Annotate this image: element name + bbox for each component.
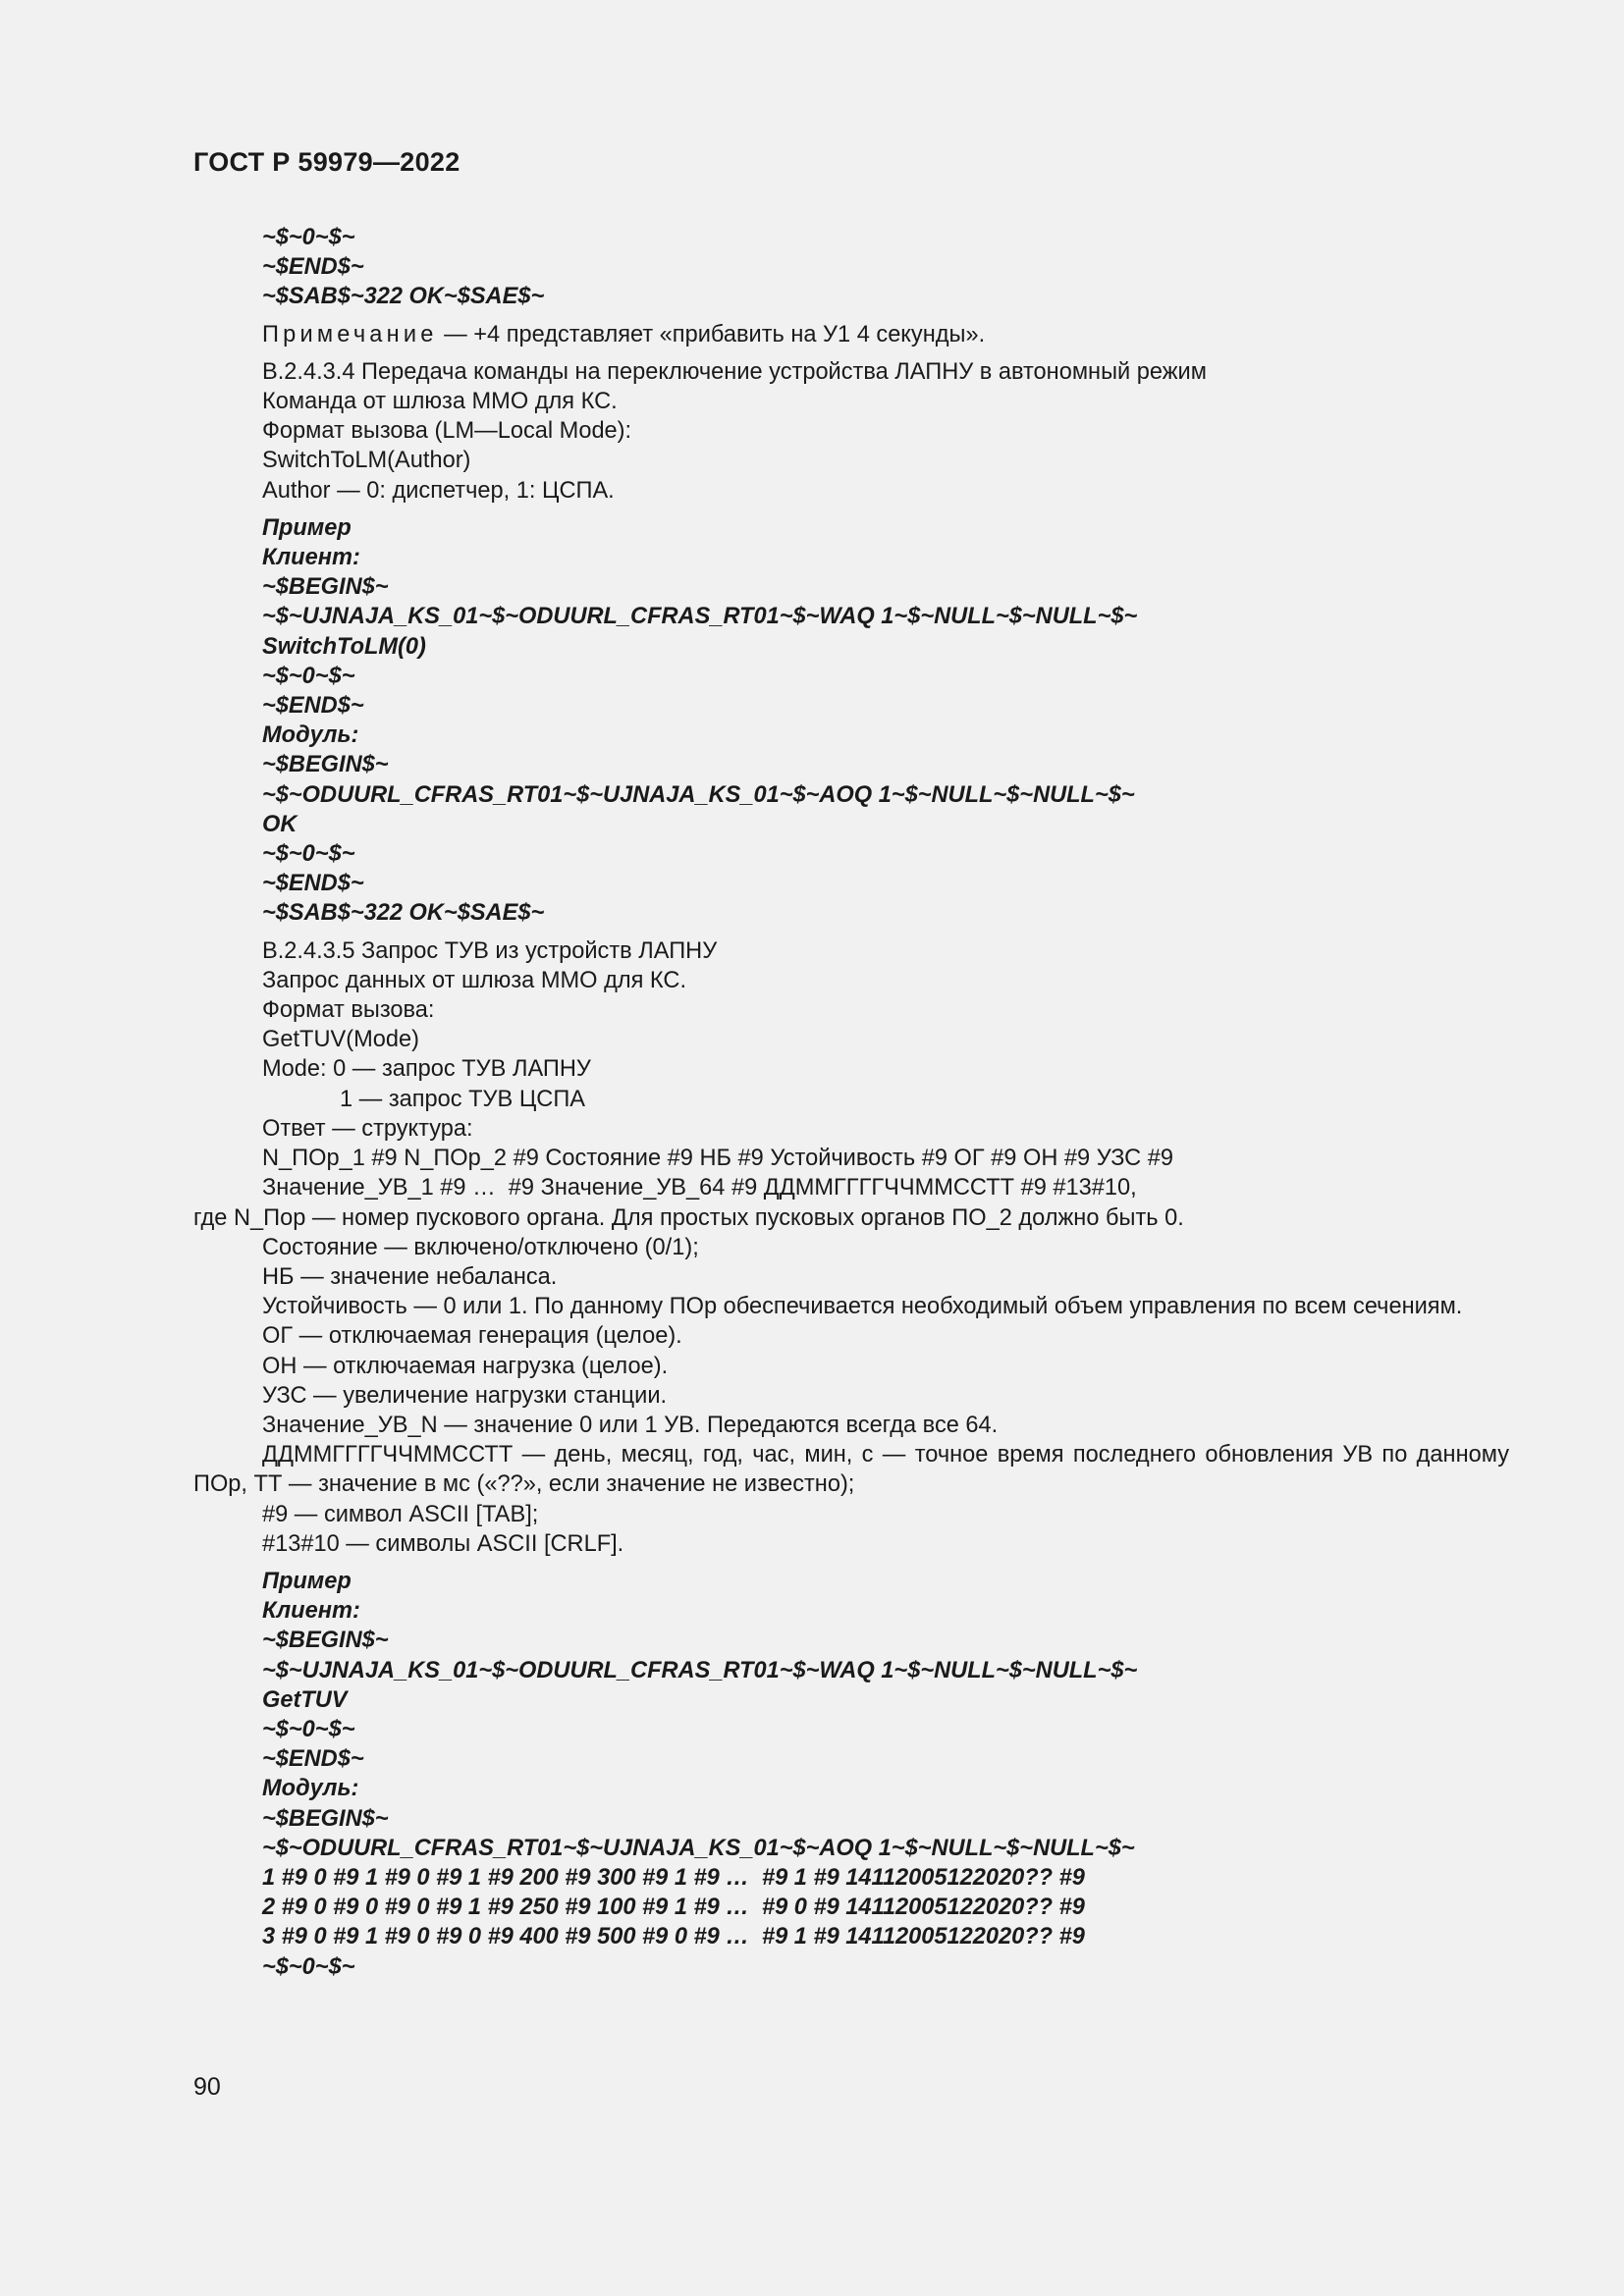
text-line: 1 — запрос ТУВ ЦСПА (340, 1086, 586, 1112)
code-line: ~$SAB$~322 OK~$SAE$~ (262, 284, 545, 310)
code-line: ~$END$~ (262, 693, 364, 720)
code-line: OK (262, 811, 298, 837)
code-line: ~$~ODUURL_CFRAS_RT01~$~UJNAJA_KS_01~$~AOQ 1~$~NULL~$~NULL~$~ (262, 1835, 1135, 1861)
code-line: ~$~UJNAJA_KS_01~$~ODUURL_CFRAS_RT01~$~WAQ 1~$~NULL~$~NULL~$~ (262, 1657, 1138, 1683)
code-line: 3 #9 0 #9 1 #9 0 #9 0 #9 400 #9 500 #9 0 #9 … #9 1 #9 14112005122020?? #9 (262, 1924, 1085, 1950)
code-line: ~$~0~$~ (262, 1953, 355, 1980)
code-line: ~$SAB$~322 OK~$SAE$~ (262, 900, 545, 927)
example-label: Пример (262, 514, 352, 541)
text-line: Команда от шлюза ММО для КС. (262, 389, 618, 415)
code-line: ~$END$~ (262, 1746, 364, 1773)
code-line: ~$~0~$~ (262, 841, 355, 868)
code-line: ~$~UJNAJA_KS_01~$~ODUURL_CFRAS_RT01~$~WAQ 1~$~NULL~$~NULL~$~ (262, 604, 1138, 630)
text-line: #9 — символ ASCII [TAB]; (262, 1501, 539, 1527)
section-heading: В.2.4.3.5 Запрос ТУВ из устройств ЛАПНУ (262, 937, 718, 964)
text-line: ОГ — отключаемая генерация (целое). (262, 1323, 682, 1350)
text-line: Запрос данных от шлюза ММО для КС. (262, 967, 687, 993)
code-line: ~$BEGIN$~ (262, 1628, 389, 1654)
code-line: 1 #9 0 #9 1 #9 0 #9 1 #9 200 #9 300 #9 1 #9 … #9 1 #9 14112005122020?? #9 (262, 1864, 1085, 1891)
code-line: ~$~0~$~ (262, 225, 355, 250)
code-line: Клиент: (262, 1598, 360, 1625)
text-line: УЗС — увеличение нагрузки станции. (262, 1382, 668, 1409)
text-line: Значение_УВ_1 #9 … #9 Значение_УВ_64 #9 ДДММГГГГЧЧММССТТ #9 #13#10, (262, 1175, 1137, 1201)
text-line: Author — 0: диспетчер, 1: ЦСПА. (262, 477, 615, 504)
text-line: #13#10 — символы ASCII [CRLF]. (262, 1530, 624, 1557)
text-line: Значение_УВ_N — значение 0 или 1 УВ. Передаются всегда все 64. (262, 1412, 999, 1438)
code-line: ~$END$~ (262, 871, 364, 897)
code-line: ~$~0~$~ (262, 663, 355, 689)
paragraph: Устойчивость — 0 или 1. По данному ПОр обеспечивается необходимый объем управления по всем сечениям. (262, 1294, 1463, 1320)
code-line: GetTUV (262, 1686, 348, 1713)
note (193, 320, 1509, 349)
text-line: Ответ — структура: (262, 1115, 473, 1142)
text-line: GetTUV(Mode) (262, 1027, 419, 1053)
section-heading: В.2.4.3.4 Передача команды на переключение устройства ЛАПНУ в автономный режим (262, 358, 1207, 385)
code-line: ~$~0~$~ (262, 1716, 355, 1742)
code-line: Модуль: (262, 722, 359, 749)
text-line: N_ПОр_1 #9 N_ПОр_2 #9 Состояние #9 НБ #9 Устойчивость #9 ОГ #9 ОН #9 УЗС #9 (262, 1146, 1174, 1172)
note-label: Примечание (262, 321, 438, 347)
code-line: Клиент: (262, 545, 360, 571)
text-line: где N_Пор — номер пускового органа. Для простых пусковых органов ПО_2 должно быть 0. (193, 1204, 1184, 1231)
code-line: ~$~ODUURL_CFRAS_RT01~$~UJNAJA_KS_01~$~AOQ 1~$~NULL~$~NULL~$~ (262, 781, 1135, 808)
document-header: ГОСТ Р 59979—2022 (193, 147, 460, 177)
paragraph: ДДММГГГГЧЧММССТТ — день, месяц, год, час, мин, с — точное время последнего обновления УВ по данному ПОр, ТТ — значение в мс («??», если значение не известно); (193, 1442, 1509, 1498)
text-line: Mode: 0 — запрос ТУВ ЛАПНУ (262, 1056, 591, 1083)
document-body (193, 223, 1509, 1982)
note-text: — +4 представляет «прибавить на У1 4 секунды». (437, 321, 986, 347)
code-line: ~$BEGIN$~ (262, 752, 389, 778)
code-line: Модуль: (262, 1776, 359, 1802)
code-line: ~$BEGIN$~ (262, 574, 389, 601)
code-line: ~$END$~ (262, 254, 364, 281)
text-line: Формат вызова: (262, 997, 435, 1024)
text-line: НБ — значение небаланса. (262, 1263, 558, 1290)
code-line: ~$BEGIN$~ (262, 1805, 389, 1832)
example-label: Пример (262, 1568, 352, 1594)
text-line: ОН — отключаемая нагрузка (целое). (262, 1353, 669, 1379)
code-line: SwitchToLM(0) (262, 633, 426, 660)
text-line: SwitchToLM(Author) (262, 448, 471, 474)
page-number: 90 (193, 2073, 221, 2101)
text-line: Состояние — включено/отключено (0/1); (262, 1234, 699, 1260)
text-line: Формат вызова (LM—Local Mode): (262, 418, 632, 445)
code-line: 2 #9 0 #9 0 #9 0 #9 1 #9 250 #9 100 #9 1 #9 … #9 0 #9 14112005122020?? #9 (262, 1895, 1085, 1921)
